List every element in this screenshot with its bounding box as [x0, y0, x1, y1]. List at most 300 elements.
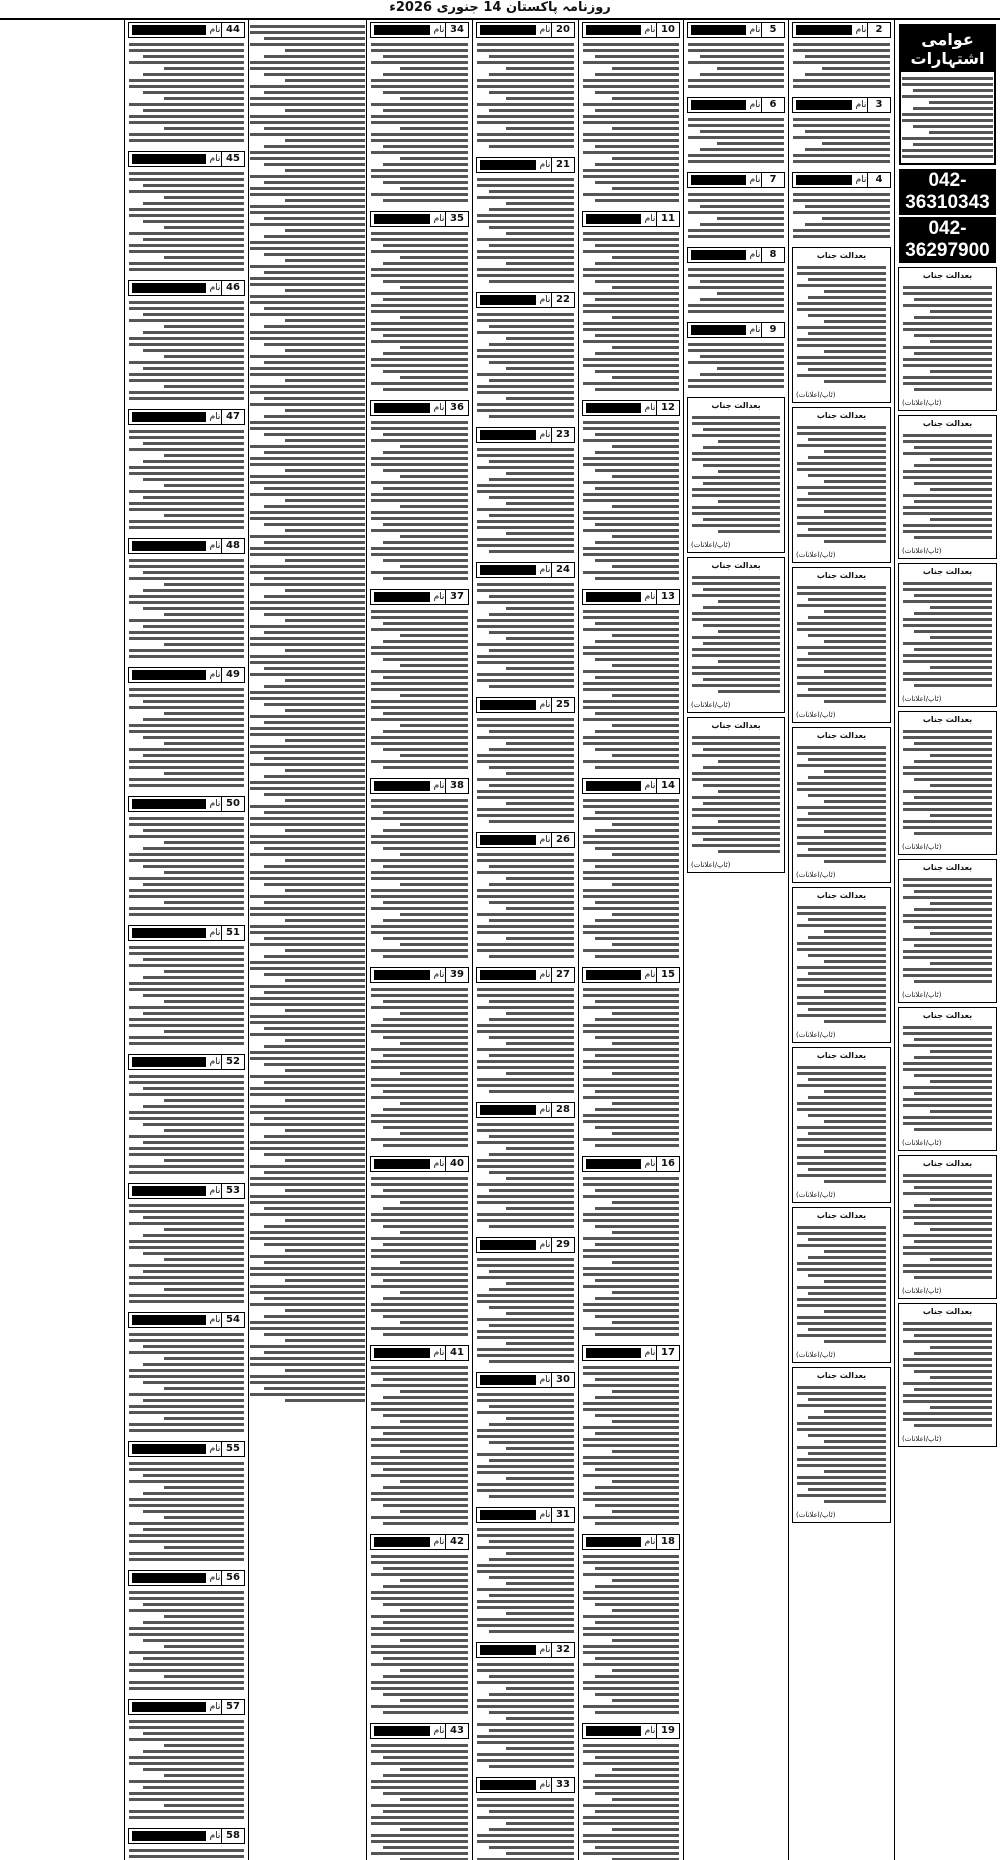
court-notice — [792, 407, 891, 563]
ad-label: نام — [209, 799, 221, 809]
classified-ad — [687, 172, 785, 243]
ad-label: نام — [539, 25, 551, 35]
ad-number: 40 — [445, 1157, 468, 1171]
ad-number: 3 — [867, 98, 890, 112]
classified-ad — [582, 1723, 680, 1860]
ad-label: نام — [209, 154, 221, 164]
ad-header — [476, 562, 575, 578]
court-notice-footer: (ٹاپ/اعلانات) — [691, 861, 731, 869]
ad-label: نام — [209, 1573, 221, 1583]
ad-text-lines — [796, 1061, 887, 1188]
ad-header — [476, 832, 575, 848]
ad-header — [476, 697, 575, 713]
ad-label: نام — [209, 670, 221, 680]
ad-header — [476, 292, 575, 308]
court-notice-title: بعدالت جناب — [922, 1307, 973, 1316]
ad-number: 45 — [221, 152, 244, 166]
classified-ad — [476, 1507, 575, 1638]
ad-text-lines — [128, 554, 245, 663]
ad-number: 11 — [656, 212, 679, 226]
ad-number: 14 — [656, 779, 679, 793]
court-notice-title: بعدالت جناب — [922, 419, 973, 428]
ad-label: نام — [539, 430, 551, 440]
ad-label: نام — [539, 700, 551, 710]
ad-header — [582, 589, 680, 605]
ad-number: 17 — [656, 1346, 679, 1360]
ad-text-lines — [582, 794, 680, 963]
ad-text-lines — [128, 1199, 245, 1308]
column-5 — [472, 20, 578, 1860]
ad-number: 24 — [551, 563, 574, 577]
ad-number: 44 — [221, 23, 244, 37]
court-notice-footer: (ٹاپ/اعلانات) — [796, 1191, 836, 1199]
ad-number: 30 — [551, 1373, 574, 1387]
ad-text-lines — [476, 848, 575, 963]
ad-number: 9 — [761, 323, 784, 337]
ad-header — [476, 1507, 575, 1523]
court-notice — [898, 1155, 997, 1299]
ad-text-lines — [582, 1739, 680, 1860]
ad-number: 55 — [221, 1442, 244, 1456]
classified-ad — [476, 562, 575, 693]
redaction-bar — [374, 1159, 430, 1169]
redaction-bar — [586, 25, 641, 35]
classified-ad — [476, 22, 575, 153]
classified-ad — [370, 1723, 469, 1860]
ad-number: 12 — [656, 401, 679, 415]
ad-number: 10 — [656, 23, 679, 37]
classified-ad — [476, 1372, 575, 1503]
ad-number: 5 — [761, 23, 784, 37]
ad-label: نام — [433, 25, 445, 35]
redaction-bar — [796, 25, 852, 35]
ad-text-lines — [476, 1793, 575, 1860]
ad-text-lines — [370, 1739, 469, 1860]
redaction-bar — [374, 970, 430, 980]
court-notice-title: بعدالت جناب — [816, 891, 867, 900]
ad-text-lines — [687, 38, 785, 93]
ad-text-lines — [476, 38, 575, 153]
ad-header — [128, 1699, 245, 1715]
ad-label: نام — [539, 1780, 551, 1790]
ad-number: 56 — [221, 1571, 244, 1585]
ad-text-lines — [370, 227, 469, 396]
ad-label: نام — [433, 403, 445, 413]
redaction-bar — [374, 1726, 430, 1736]
court-notice-title: بعدالت جناب — [816, 1051, 867, 1060]
court-notice-footer: (ٹاپ/اعلانات) — [691, 701, 731, 709]
ad-label: نام — [209, 283, 221, 293]
redaction-bar — [132, 1315, 206, 1325]
court-notice-title: بعدالت جناب — [922, 1011, 973, 1020]
redaction-bar — [480, 1645, 536, 1655]
classified-ad — [128, 1699, 245, 1824]
ad-label: نام — [433, 214, 445, 224]
ad-header — [370, 400, 469, 416]
redaction-bar — [796, 100, 852, 110]
classified-ad — [370, 1156, 469, 1341]
ad-text-lines — [370, 983, 469, 1152]
ad-text-lines — [691, 731, 781, 858]
court-notice — [898, 267, 997, 411]
ad-number: 15 — [656, 968, 679, 982]
redaction-bar — [374, 214, 430, 224]
ad-label: نام — [539, 1375, 551, 1385]
redaction-bar — [586, 1726, 641, 1736]
redaction-bar — [132, 154, 206, 164]
ad-text-lines — [902, 577, 993, 692]
classified-ad — [370, 22, 469, 207]
ad-text-lines — [476, 308, 575, 423]
ad-header — [476, 1777, 575, 1793]
ad-number: 7 — [761, 173, 784, 187]
court-notice — [792, 1047, 891, 1203]
classified-ad — [476, 1642, 575, 1773]
ad-number: 2 — [867, 23, 890, 37]
court-notice-title: بعدالت جناب — [922, 715, 973, 724]
court-notice — [898, 859, 997, 1003]
redaction-bar — [480, 970, 536, 980]
classified-ad — [687, 97, 785, 168]
ad-text-lines — [796, 581, 887, 708]
court-notice-title: بعدالت جناب — [711, 401, 761, 410]
ad-header — [370, 778, 469, 794]
page-header — [0, 0, 1000, 20]
redaction-bar — [132, 1186, 206, 1196]
ad-label: نام — [433, 1726, 445, 1736]
ad-text-lines — [796, 901, 887, 1028]
redaction-bar — [796, 175, 852, 185]
classified-ad — [792, 22, 891, 93]
ad-header — [476, 967, 575, 983]
ad-header — [582, 22, 680, 38]
classified-ad — [370, 400, 469, 585]
ad-text-lines — [792, 38, 891, 93]
ad-number: 42 — [445, 1535, 468, 1549]
ad-text-lines — [476, 1118, 575, 1233]
classified-ad — [128, 925, 245, 1050]
ad-header — [582, 1723, 680, 1739]
ad-label: نام — [644, 1159, 656, 1169]
ad-text-lines — [796, 1221, 887, 1348]
ad-text-lines — [370, 1361, 469, 1530]
ad-text-lines — [687, 263, 785, 318]
redaction-bar — [586, 1348, 641, 1358]
ad-text-lines — [128, 167, 245, 276]
ad-text-lines — [370, 1550, 469, 1719]
ad-text-lines — [902, 1169, 993, 1284]
phone-number: 042-36310343 — [899, 169, 996, 215]
classified-ad — [476, 967, 575, 1098]
classified-ad — [582, 589, 680, 774]
classified-ad — [128, 151, 245, 276]
ad-header — [128, 925, 245, 941]
ad-header — [128, 667, 245, 683]
ad-label: نام — [644, 214, 656, 224]
ad-text-lines — [476, 983, 575, 1098]
ad-header — [370, 1156, 469, 1172]
phone-number: 042-36297900 — [899, 217, 996, 263]
court-notice — [687, 557, 785, 713]
redaction-bar — [374, 25, 430, 35]
redaction-bar — [374, 403, 430, 413]
ad-header — [582, 778, 680, 794]
ad-label: نام — [644, 403, 656, 413]
ad-header — [370, 1345, 469, 1361]
court-notice-footer: (ٹاپ/اعلانات) — [902, 1287, 942, 1295]
ad-text-lines — [128, 1457, 245, 1566]
ad-text-lines — [476, 1523, 575, 1638]
ad-number: 50 — [221, 797, 244, 811]
ad-header — [128, 1828, 245, 1844]
redaction-bar — [132, 283, 206, 293]
redaction-bar — [480, 835, 536, 845]
ad-header — [128, 796, 245, 812]
ad-number: 58 — [221, 1829, 244, 1843]
ad-number: 34 — [445, 23, 468, 37]
ad-text-lines — [796, 421, 887, 548]
classified-ad — [128, 1441, 245, 1566]
court-notice-footer: (ٹاپ/اعلانات) — [796, 391, 836, 399]
ad-header — [476, 427, 575, 443]
ad-label: نام — [433, 1159, 445, 1169]
court-notice-title: بعدالت جناب — [922, 863, 973, 872]
classified-ad — [128, 1312, 245, 1437]
ad-text-lines — [792, 188, 891, 243]
classified-ad — [128, 1828, 245, 1860]
ad-number: 20 — [551, 23, 574, 37]
ad-label: نام — [749, 325, 761, 335]
ad-number: 29 — [551, 1238, 574, 1252]
court-notice-title: بعدالت جناب — [816, 411, 867, 420]
redaction-bar — [480, 1240, 536, 1250]
classified-ad — [582, 211, 680, 396]
redaction-bar — [586, 1159, 641, 1169]
ad-header — [128, 280, 245, 296]
ad-text-lines — [902, 873, 993, 988]
redaction-bar — [691, 100, 746, 110]
ad-text-lines — [902, 429, 993, 544]
classified-ad — [687, 322, 785, 393]
ad-text-lines — [901, 72, 994, 163]
ad-number: 35 — [445, 212, 468, 226]
ad-number: 16 — [656, 1157, 679, 1171]
ad-number: 46 — [221, 281, 244, 295]
ad-text-lines — [370, 38, 469, 207]
ad-label: نام — [209, 1315, 221, 1325]
court-notice-title: بعدالت جناب — [922, 271, 973, 280]
redaction-bar — [480, 160, 536, 170]
redaction-bar — [586, 214, 641, 224]
ad-text-lines — [370, 1172, 469, 1341]
ad-number: 53 — [221, 1184, 244, 1198]
ad-header — [128, 1183, 245, 1199]
court-notice — [792, 1367, 891, 1523]
ad-header — [476, 1237, 575, 1253]
ad-header — [582, 1345, 680, 1361]
ad-text-lines — [370, 794, 469, 963]
classified-ad — [687, 22, 785, 93]
ad-text-lines — [582, 38, 680, 207]
ad-label: نام — [433, 1537, 445, 1547]
classified-ad — [370, 1534, 469, 1719]
classified-ad — [582, 22, 680, 207]
ad-text-lines — [582, 983, 680, 1152]
classified-ad — [476, 157, 575, 288]
redaction-bar — [480, 1780, 536, 1790]
redaction-bar — [691, 250, 746, 260]
ad-text-lines — [128, 1328, 245, 1437]
redaction-bar — [132, 25, 206, 35]
ad-label: نام — [749, 250, 761, 260]
ad-label: نام — [539, 835, 551, 845]
classified-ad — [128, 1183, 245, 1308]
ad-header — [687, 247, 785, 263]
ad-text-lines — [902, 281, 993, 396]
ad-text-lines — [476, 443, 575, 558]
court-notice — [792, 567, 891, 723]
ad-number: 54 — [221, 1313, 244, 1327]
ad-text-lines — [128, 1715, 245, 1824]
court-notice — [898, 1007, 997, 1151]
redaction-bar — [132, 670, 206, 680]
ad-header — [687, 322, 785, 338]
classified-ad — [476, 1102, 575, 1233]
ad-text-lines — [691, 411, 781, 538]
ad-number: 41 — [445, 1346, 468, 1360]
ad-header — [476, 1372, 575, 1388]
redaction-bar — [374, 1348, 430, 1358]
redaction-bar — [586, 781, 641, 791]
ad-number: 8 — [761, 248, 784, 262]
classified-ad — [128, 1570, 245, 1695]
redaction-bar — [480, 25, 536, 35]
redaction-bar — [480, 295, 536, 305]
column-3 — [683, 20, 788, 1860]
court-notice-footer: (ٹاپ/اعلانات) — [796, 711, 836, 719]
ad-text-lines — [128, 941, 245, 1050]
court-notice — [792, 1207, 891, 1363]
court-notice — [792, 247, 891, 403]
classified-ad — [582, 778, 680, 963]
court-notice-title: بعدالت جناب — [711, 561, 761, 570]
ad-text-lines — [128, 425, 245, 534]
ad-label: نام — [209, 1831, 221, 1841]
brand-box — [899, 24, 996, 165]
court-notice-footer: (ٹاپ/اعلانات) — [902, 1139, 942, 1147]
ad-label: نام — [209, 1057, 221, 1067]
ad-number: 27 — [551, 968, 574, 982]
ad-text-lines — [128, 683, 245, 792]
ad-label: نام — [644, 781, 656, 791]
redaction-bar — [132, 1573, 206, 1583]
ad-number: 36 — [445, 401, 468, 415]
ad-number: 25 — [551, 698, 574, 712]
ad-label: نام — [644, 25, 656, 35]
court-notice — [687, 397, 785, 553]
court-notice-footer: (ٹاپ/اعلانات) — [691, 541, 731, 549]
ad-text-lines — [128, 1844, 245, 1860]
ad-header — [476, 157, 575, 173]
court-notice-footer: (ٹاپ/اعلانات) — [796, 1031, 836, 1039]
ad-text-lines — [582, 1172, 680, 1341]
ad-header — [128, 538, 245, 554]
ad-text-lines — [902, 1021, 993, 1136]
redaction-bar — [480, 1375, 536, 1385]
ad-number: 47 — [221, 410, 244, 424]
redaction-bar — [586, 1537, 641, 1547]
court-notice-footer: (ٹاپ/اعلانات) — [796, 1511, 836, 1519]
classified-ad — [582, 967, 680, 1152]
ad-text-lines — [476, 173, 575, 288]
court-notice — [687, 717, 785, 873]
ad-label: نام — [433, 970, 445, 980]
ad-number: 38 — [445, 779, 468, 793]
ad-header — [687, 22, 785, 38]
ad-label: نام — [539, 1240, 551, 1250]
redaction-bar — [132, 541, 206, 551]
classified-ad — [476, 697, 575, 828]
redaction-bar — [586, 970, 641, 980]
redaction-bar — [480, 565, 536, 575]
classified-ad — [128, 538, 245, 663]
classified-ad — [792, 97, 891, 168]
ad-text-lines — [796, 261, 887, 388]
ad-number: 37 — [445, 590, 468, 604]
ad-header — [370, 211, 469, 227]
classified-ad — [582, 1156, 680, 1341]
ad-header — [582, 211, 680, 227]
redaction-bar — [691, 25, 746, 35]
ad-text-lines — [687, 188, 785, 243]
ad-label: نام — [855, 25, 867, 35]
ad-text-lines — [582, 227, 680, 396]
columns-container — [0, 20, 1000, 1860]
classified-ad — [128, 667, 245, 792]
classified-ad — [128, 22, 245, 147]
classified-ad — [582, 1345, 680, 1530]
classified-ad — [687, 247, 785, 318]
column-4 — [578, 20, 683, 1860]
ad-text-lines — [476, 1253, 575, 1368]
court-notice-footer: (ٹاپ/اعلانات) — [796, 1351, 836, 1359]
ad-label: نام — [433, 592, 445, 602]
ad-number: 39 — [445, 968, 468, 982]
ad-label: نام — [539, 1645, 551, 1655]
ad-text-lines — [476, 1658, 575, 1773]
column-2 — [788, 20, 894, 1860]
ad-header — [370, 589, 469, 605]
ad-text-lines — [128, 38, 245, 147]
court-notice-title: بعدالت جناب — [816, 1371, 867, 1380]
redaction-bar — [132, 412, 206, 422]
ad-number: 48 — [221, 539, 244, 553]
ad-number: 23 — [551, 428, 574, 442]
classified-ad — [370, 1345, 469, 1530]
classified-ad — [476, 292, 575, 423]
ad-header — [792, 97, 891, 113]
ad-text-lines — [796, 1381, 887, 1508]
court-notice-footer: (ٹاپ/اعلانات) — [902, 843, 942, 851]
ad-label: نام — [209, 412, 221, 422]
ad-number: 21 — [551, 158, 574, 172]
classified-ad — [128, 280, 245, 405]
ad-number: 32 — [551, 1643, 574, 1657]
court-notice-title: بعدالت جناب — [816, 1211, 867, 1220]
ad-header — [128, 1312, 245, 1328]
redaction-bar — [132, 1444, 206, 1454]
ad-text-lines — [249, 20, 366, 1407]
